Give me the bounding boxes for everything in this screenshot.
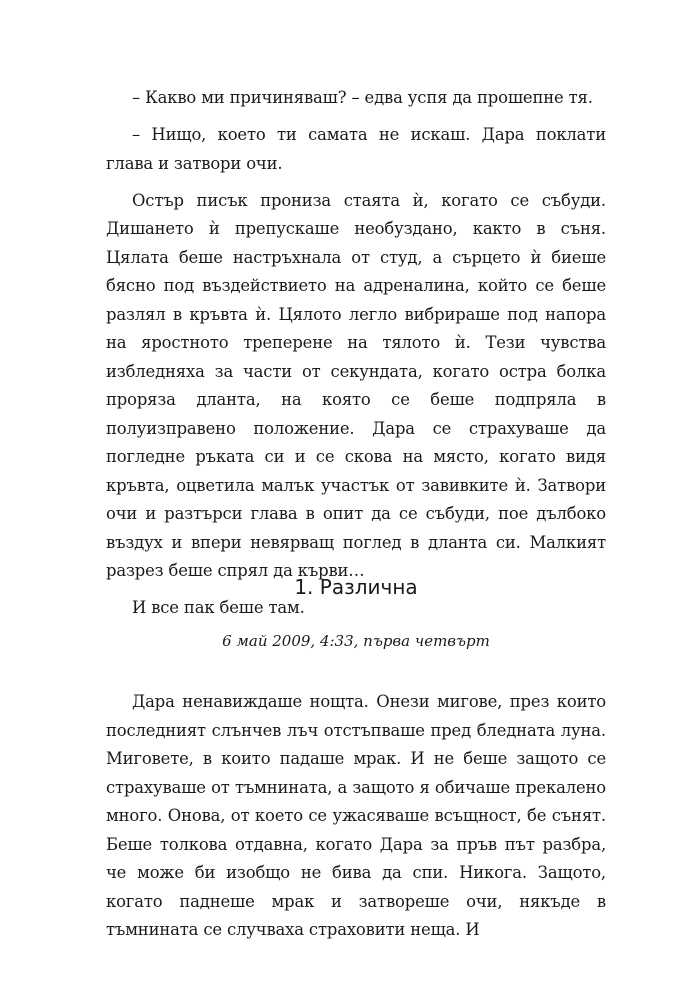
chapter-paragraph: Дара ненавиждаше нощта. Онези мигове, през които последният слънчев лъч отстъпваше пред бледната луна. Миговете, в които падаше мрак. И не беше защото се страхуваше от тъмнината, а защото я обичаше прекалено много. Онова, от което се ужасяваше всъщност, бе сънят. Беше толкова отдавна, когато Дара за пръв път разбра, че може би изобщо не бива да спи. Никога. Защото, когато паднеше мрак и затвореше очи, някъде в тъмнината се случваха страховити неща. И [106,692,606,939]
prologue-text [106,84,606,623]
prologue-closing-line: И все пак беше там. [132,598,305,617]
chapter-date-line: 6 май 2009, 4:33, първа четвърт [222,632,490,650]
dialogue-line: – Какво ми причиняваш? – едва успя да прошепне тя. [132,88,593,107]
dialogue-line: – Нищо, което ти самата не искаш. Дара поклати глава и затвори очи. [106,125,606,173]
prologue-paragraph: Остър писък прониза стаята ѝ, когато се събуди. Дишането ѝ препускаше необуздано, както в съня. Цялата беше настръхнала от студ, а сърцето ѝ биеше бясно под въздействието на адреналина, който се беше разлял в кръвта ѝ. Цялото легло вибрираше под напора на яростното треперене на тялото ѝ. Тези чувства избледняха за части от секундата, когато остра болка прорязa дланта, на която се беше подпряла в полуизправено положение. Дара се страхуваше да погледне ръката си и се скова на място, когато видя кръвта, оцветила малък участък от завивките ѝ. Затвори очи и разтърси глава в опит да се събуди, пое дълбоко въздух и впери невярващ поглед в дланта си. Малкият разрез беше спрял да кърви… [106,190,606,580]
chapter-text [106,688,606,945]
chapter-title: 1. Различна [294,575,418,599]
